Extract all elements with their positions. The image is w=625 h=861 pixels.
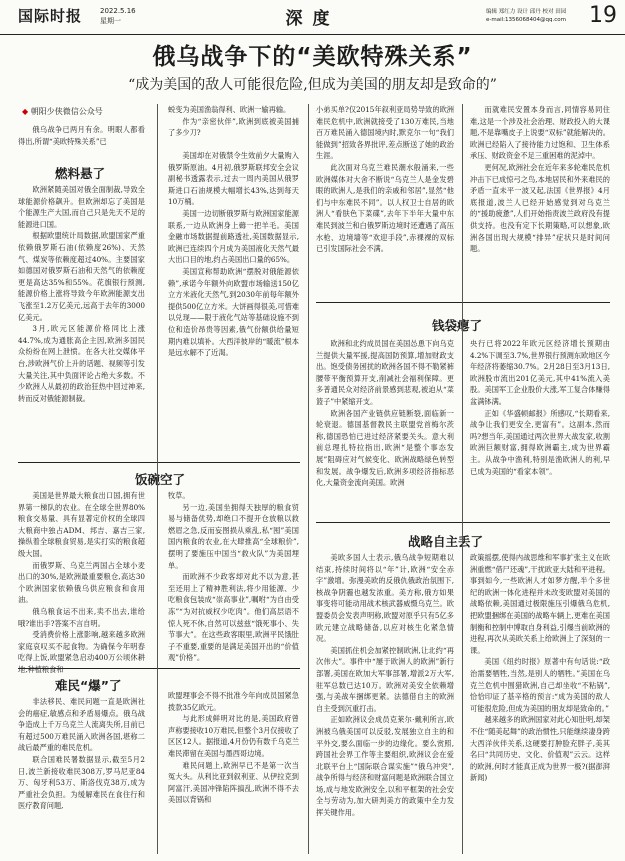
- paragraph: 作为“亲密伙伴”,欧洲到底被美国捕了多少刀?: [168, 116, 299, 138]
- column-rule: [308, 104, 309, 854]
- article-source: [22, 106, 103, 117]
- masthead: [0, 0, 625, 35]
- paragraph: 俄乌战争已两月有余。明眼人都看得出,所谓“美欧特殊关系”已: [18, 125, 145, 146]
- money-column-2: [470, 338, 610, 518]
- divider-line: [316, 522, 610, 523]
- paragraph: 牧草。: [168, 491, 190, 500]
- paragraph: 俄乌粮食运不出来,卖不出去,谁给哦?谁出手?答案不言自明。: [18, 606, 145, 628]
- paragraph: 另一边,美国坐拥得天独厚的粮食贸易与储备优势,却绝口不提开仓放粮以救燃眉之急,反而妄图损从乘乱,私“囤”美国国内粮食的农业,在大肆推高“全球粮价”,摆明了要施压中国当“救火队”为美国埋单。: [168, 502, 299, 570]
- column-rule: [462, 104, 463, 854]
- column-rule: [157, 104, 158, 854]
- bowl-column-2: [168, 490, 299, 663]
- paragraph: 美国抓住机会加紧控制欧洲,让北约“再次伟大”。事件中“屡于欧洲人的欧洲”新行部署,美国在欧加大军事部署,增派2万大军,驻军总数已达10万。欧洲对美安全依赖增强,与美战车捆绑更紧。法德借自主的欧洲自主受到沉重打击。: [316, 645, 454, 713]
- paragraph: 非法移民、难民问题一直是欧洲社会的癌症,敏感点和矛盾易爆点。俄乌战争造成上千万乌克兰人流离失所,目前已有超过500万难民涌入欧洲各国,堪称二战后最严重的难民危机。: [18, 697, 145, 753]
- paragraph: 与此形成鲜明对比的是,美国政府曾声称要接收10万难民,但整个3月仅接收了区区12人。据报道,4月份仍有数千乌克兰难民滞留在美国与墨西哥边境。: [168, 714, 300, 758]
- refugee-burden-column: [470, 104, 610, 300]
- paragraph: 欧洲各国产业链供应链断裂,面临新一轮衰退。德国基督教民主联盟党首梅尔茨称,德国恐怕已进过经济紧要关头。意大利前总理扎特拉指出,欧洲“是整个事态发展”阻碍应对气候变化、欧洲战略绿色转型和发展。战争爆发后,欧洲多项经济指标恶化,大量资金流向美国。欧洲: [316, 408, 454, 488]
- editorial-credits: [486, 8, 566, 24]
- strategy-column: [316, 552, 454, 852]
- heading-fuel: 燃料悬了: [55, 166, 106, 181]
- source-name: 朝阳少侠微信公众号: [30, 107, 103, 116]
- intro-column-2: [168, 104, 299, 150]
- intro-column: [18, 124, 145, 148]
- paragraph: 美欧多国人士表示,俄乌战争短期难以结束,持续时间将以“年”计,欧洲“安全赤字”激增。弥漫美欧的反俄仇俄政治氛围下,核战争阴霾也越发浓重。美方称,俄方如果事变将可能动用战术核武器威慑乌克兰。欧盟委员会发表声明称,欧盟对原乎只有5亿多欧元建立战略储备,以应对核生化紧急情况。: [316, 553, 454, 644]
- page-number: 19: [589, 3, 617, 28]
- paragraph: 政策摇摆,使得内战思维和军事扩张主义在欧洲重燃“借尸还魂”,干扰欧亚大陆和平进程。事到如今,一些欧洲人才如梦方醒,半个多世纪的欧洲一体化进程并未改变欧盟对美国的战略依赖,美国通过极限施压引爆俄乌危机,把欧盟捆绑在美国的战略车辆上,更难在美国制衡和控制中博取自身利益,引爆当前欧洲的进程,再次从美欧关系上给欧洲上了深刻的一课。: [470, 553, 610, 655]
- article-title: 俄乌战争下的“美欧特殊关系”: [152, 44, 473, 70]
- paragraph: 美国宣称帮助欧洲“摆脱对俄能源依赖”,承诺今年额外向欧盟市场输送150亿立方米液化天然气,到2030年前每年额外提供500亿立方米。大饼画得很美,可惜难以兑现——限于液化气站等基础设施不到位和造价昂贵等因素,俄气份额供给量短期内难以填补。大西洋彼岸的“暖流”根本是远水解不了近渴。: [168, 266, 300, 358]
- strategy-column-2: [470, 552, 610, 852]
- newspaper-logo: 国际时报: [18, 7, 83, 25]
- paragraph: 美国是世界最大粮食出口国,拥有世界第一梯队的农业。在全球全世界80%粮食交易量、具有显著定价权的全球四大粮商中独占ADM、邦吉、嘉吉三家,操纵着全球粮食贸易,是实打实的粮食超级大国。: [18, 491, 145, 558]
- heading-strategy: 战略自主丢了: [408, 534, 484, 549]
- paragraph: 更何况,欧洲社会在近年来多轮难民危机冲击下已成惊弓之鸟,本地居民和外来难民的矛盾一直未平一波又起,法国《世界报》4月底报道,波兰人已经开始感觉到对乌克兰的“援助疲惫”,人们开始指责波兰政府没有提供支持。也没有定下长期策略,可以想象,欧洲各国出现大规模“排异”症状只是时间问题。: [470, 162, 610, 254]
- paragraph: 正如欧洲议会成员克莱尔·戴利所言,欧洲被乌俄美国可以反驳,发展独立自主的和平外交,要么面临一步的边缘化。要么赏照,跨国社会界工作等主要组织,欧洲议会在爱北联平台上“国际联合谋实施”“俄乌冲突”,战争所得与经济和财富问题是欧洲联合国立场,成与地发欧洲安全,以和平框架的社会安全与劳动为,加大研判美方的政策中全力发挥关键作用。: [316, 715, 454, 818]
- email-line: e-mail:1356068404@qq.com: [486, 17, 566, 23]
- paragraph: 央行已将2022年欧元区经济增长预期由4.2%下调至3.7%,世界银行预测东欧地区今年经济将萎缩30.7%。2月28日至3月13日,欧洲股市流出201亿美元,其中41%流入美股。美国军工企业股价大涨,军工复合体赚得盆满钵满。: [470, 339, 610, 406]
- paragraph: 而俄罗斯、乌克兰两国占全球小麦出口的30%,是欧洲最重要粮仓,高达30个欧洲国家依赖俄乌供应粮食和食用油。: [18, 560, 145, 605]
- date-text: 2022.5.16: [100, 7, 136, 15]
- refugee-column: [18, 696, 145, 854]
- paragraph: 此次面对乌克兰难民潮水般涌来,一些欧洲媒体对大舍不断说“乌克兰人是金发碧眼的欧洲人,是我们的亲戚和邻居”,显然“他们与中东难民不同”。以人权卫士自居的欧洲人“看肤色下菜碟”,去年下半年大量中东难民到波兰和白俄罗斯边境时还遭遇了高压水枪、边境墙等“欢迎手段”,赤裸裸的双标已引发国际社会不满。: [316, 162, 454, 254]
- bullet-icon: ◆: [22, 107, 29, 116]
- refugee-column-2: [168, 690, 299, 854]
- paragraph: 联合国难民署数据显示,截至5月2日,波兰新接收难民308万,罗马尼亚84万、匈牙利53万、斯洛伐克38万,成为严重社会负担。为缓解难民在食住行和医疗教育问题,: [18, 754, 145, 811]
- paragraph: 受消费价格上涨影响,越来越多欧洲家庭哀叹买不起食物。为确保今年明春吃得上饭,欧盟紧急启动400万公顷休耕地,种植粮食和: [18, 630, 145, 674]
- refugee-compare-column: [316, 104, 454, 290]
- paragraph: 越来越多的欧洲国家对此心知肚明,却架不住“随美起舞”的政治惯性,只能继续凄身跨大西洋伙伴关系,这硬要打肿脸充胖子,美其名曰“共同历史、文化、价值观”云云。这样的欧洲,何时才能真正成为世界一极?(据澎湃新闻): [470, 715, 610, 783]
- weekday-text: 星期一: [100, 17, 121, 25]
- fuel-column-2: [168, 150, 299, 460]
- paragraph: 而就难民安置本身而言,同情容易同住难,这是一个涉及社会治理、财政投入的大课题,不是靠嘴皮子上说要“双标”就能解决的。欧洲已经陷入了接待能力过饱和、卫生体系承压、财政资金不足三重困难的泥淖中。: [470, 105, 610, 161]
- section-title: 深度: [285, 9, 340, 29]
- paragraph: 美国却在对俄禁令生效前夕大量购入俄罗斯原油。4月初,俄罗斯联邦安全会议副秘书透露表示,过去一周内美国从俄罗斯进口石油规模大幅增长43%,达到每天10万桶。: [168, 151, 299, 207]
- fuel-column: [18, 184, 145, 456]
- credit-line: 编辑 郑红力 设计 邱丹 校对 田园: [486, 9, 567, 15]
- heading-bowl: 饭碗空了: [135, 472, 186, 487]
- paragraph: 美国《纽约时报》原著中有句话说:“政治需要牺牲,当然,是别人的牺牲。”美国在乌克兰危机中围猎欧洲,自己却坐收“不粘锅”,恰恰印证了基辛格的预言:“成为美国的敌人可能很危险,但成为美国的朋友却是致命的。”: [470, 657, 610, 713]
- bowl-column: [18, 490, 145, 674]
- divider-line: [18, 668, 300, 669]
- paragraph: 欧洲和北约成员国在美国怂恿下向乌克兰提供大量军援,提高国防预算,增加财政支出。饱受债务困扰的欧洲各国不得不勒紧裤腰带平衡预算开支,削减社会福利保障。更多普通民众对经济前景感到悲观,被迫从“菜篮子”中紧缩开支。: [316, 339, 454, 406]
- paragraph: 而欧洲不少政客却对此不以为意,甚至还用上了精神胜利法,将少用能源、少吃粮食包装成“崇高事业”,嘱咐“为自由受冻”“为对抗威权少吃肉”。他们高层语不惊人死不休,自然可以兹兹“饿死事小、失节事大”。在这些政客眼里,欧洲平民饿肚子不重要,重要的是满足美国开出的“价值观”价格”。: [168, 572, 299, 663]
- paragraph: 美国一边切断俄罗斯与欧洲国家能源联系,一边从欧洲身上薅一把羊毛。美国金融市场数据提前路透社,美国数据显示,欧洲已连续四个月成为美国液化天然气最大出口目的地,约占美国出口量的65%。: [168, 208, 299, 265]
- paragraph: 难民问题上,欧洲早已不是第一次当冤大头。从利比亚到叙利亚、从伊拉克到阿富汗,美国冲锋陷阵搞乱,欧洲不得不去美国以背锅和: [168, 760, 299, 805]
- paragraph: 3月,欧元区能源价格同比上涨44.7%,成为通胀高企主因,欧洲多国民众纷纷在网上泄愤。在各大社交媒体平台,涉欧洲气价上升的话题、视频等引发大量关注,其中负面评论占绝大多数。不少欧洲人从最初的政治狂热中回过神来,转而反对俄能源制裁。: [18, 324, 145, 403]
- article-subtitle: “成为美国的敌人可能很危险,但成为美国的朋友却是致命的”: [128, 77, 497, 93]
- paragraph: 小弟买单?仅2015年叙利亚局势导致的欧洲难民危机中,欧洲就接受了130万难民,当地百万难民涌入德国境内时,默克尔一句“我们能做到”招致各界批评,差点断送了她的政治生涯。: [316, 105, 454, 161]
- paragraph: 欧洲紧随美国对俄全面制裁,导致全球能源价格飙升。但欧洲却忘了美国是个能源生产大国,而自己只是先天不足的能源进口国。: [18, 185, 145, 229]
- paragraph: 正如《华盛顿邮报》所感叹,“长期看来,战争让我们更安全,更富有”。这副本,然而吗?想当年,美国通过两次世界大战发家,收割欧洲巨额财富,拥得欧洲霸主,成为世界霸主。从战争中渔利,特别是渔欧洲人的利,早已成为美国的“看家本领”。: [470, 408, 610, 476]
- heading-refugee: 难民“爆”了: [55, 678, 122, 693]
- paragraph: 根据欧盟统计局数据,欧盟国家严重依赖俄罗斯石油(依赖度26%)、天然气、煤炭等依赖度超过40%。主要国家如德国对俄罗斯石油和天然气的依赖度更是高达35%和55%。花旗银行预测,能源价格上涨将导致今年欧洲能源支出飞涨至1.2万亿美元,远高于去年的3000亿美元。: [18, 231, 145, 322]
- money-column: [316, 338, 454, 518]
- heading-money: 钱袋瘪了: [432, 318, 483, 333]
- divider-line: [18, 462, 300, 463]
- divider-line: [316, 302, 610, 303]
- paragraph: 欧盟理事会不得不批准今年向成员国紧急拨款35亿欧元。: [168, 691, 299, 712]
- paragraph: 蜕变为美国渔翁得利、欧洲一输再输。: [168, 105, 291, 114]
